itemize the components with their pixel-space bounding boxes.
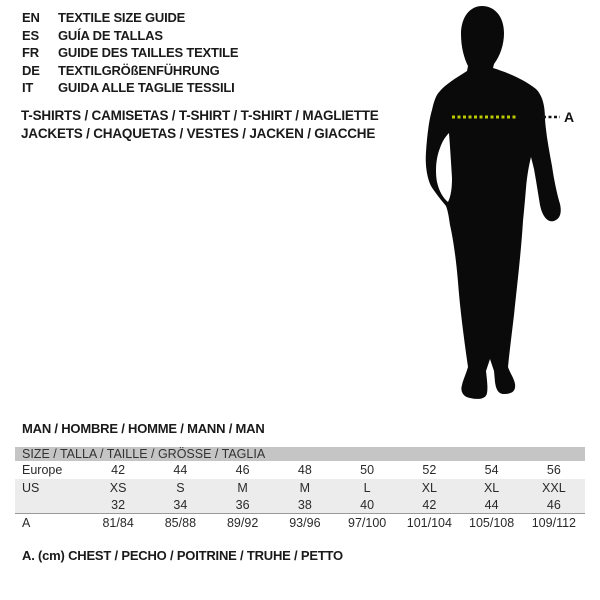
language-label: TEXTILGRÖßENFÜHRUNG: [58, 62, 220, 78]
language-label: GUIDE DES TAILLES TEXTILE: [58, 45, 239, 61]
table-cell: 50: [360, 463, 375, 477]
table-row-us: [15, 479, 585, 497]
language-code: IT: [22, 80, 34, 96]
language-label: GUÍA DE TALLAS: [58, 27, 163, 43]
measurement-footnote: A. (cm) CHEST / PECHO / POITRINE / TRUHE / PETTO: [22, 548, 343, 563]
man-silhouette-svg: [398, 0, 580, 410]
language-row-fr: [22, 44, 238, 62]
table-cell: 40: [360, 498, 375, 512]
language-code: FR: [22, 45, 39, 61]
table-cell: 97/100: [348, 515, 387, 530]
table-cell: 36: [235, 498, 250, 512]
table-cell: S: [176, 481, 185, 495]
table-cell: 56: [546, 463, 561, 477]
table-cell: 89/92: [226, 515, 259, 530]
language-row-en: [22, 9, 238, 27]
table-cell: M: [237, 481, 248, 495]
table-cell: 101/104: [406, 515, 452, 530]
table-cell: 44: [173, 463, 188, 477]
language-title-block: [22, 9, 238, 97]
man-silhouette: [426, 6, 561, 399]
language-code: DE: [22, 62, 40, 78]
table-cell: 42: [111, 463, 126, 477]
category-title-block: [21, 107, 379, 143]
table-cell: 105/108: [469, 515, 515, 530]
table-cell: XS: [109, 481, 127, 495]
row-label: A: [22, 515, 31, 530]
table-row-chest-a: [15, 513, 585, 531]
gender-label: MAN / HOMBRE / HOMME / MANN / MAN: [22, 421, 265, 436]
measure-label-a: A: [564, 109, 575, 125]
table-cell: 93/96: [289, 515, 321, 530]
row-label: US: [22, 481, 40, 495]
table-cell: XL: [421, 481, 438, 495]
table-cell: 54: [484, 463, 499, 477]
table-cell: M: [299, 481, 311, 495]
size-table-header: SIZE / TALLA / TAILLE / GRÖSSE / TAGLIA: [15, 447, 585, 461]
language-label: GUIDA ALLE TAGLIE TESSILI: [58, 80, 235, 96]
man-measurement-figure: [398, 0, 580, 410]
category-tshirts: T-SHIRTS / CAMISETAS / T-SHIRT / T-SHIRT / MAGLIETTE: [21, 108, 379, 123]
table-cell: XXL: [542, 481, 566, 495]
table-cell: 34: [173, 498, 188, 512]
table-cell: 46: [546, 498, 561, 512]
table-cell: 32: [111, 498, 126, 512]
table-row-europe: [15, 461, 585, 479]
table-row-numeric: [15, 497, 585, 513]
size-table: [15, 447, 585, 531]
table-cell: 85/88: [164, 515, 197, 530]
table-cell: 44: [484, 498, 499, 512]
table-cell: L: [363, 481, 371, 495]
language-label: TEXTILE SIZE GUIDE: [58, 10, 186, 26]
table-cell: XL: [483, 481, 500, 495]
table-cell: 109/112: [531, 515, 576, 530]
table-cell: 42: [422, 498, 437, 512]
language-row-it: [22, 79, 238, 97]
table-cell: 52: [422, 463, 437, 477]
language-row-es: [22, 27, 238, 45]
language-code: ES: [22, 27, 39, 43]
language-row-de: [22, 62, 238, 80]
table-cell: 46: [235, 463, 250, 477]
table-cell: 38: [297, 498, 312, 512]
table-cell: 81/84: [102, 515, 134, 530]
language-code: EN: [22, 10, 40, 26]
row-label: Europe: [22, 463, 63, 477]
category-jackets: JACKETS / CHAQUETAS / VESTES / JACKEN / GIACCHE: [21, 126, 376, 141]
table-cell: 48: [297, 463, 312, 477]
